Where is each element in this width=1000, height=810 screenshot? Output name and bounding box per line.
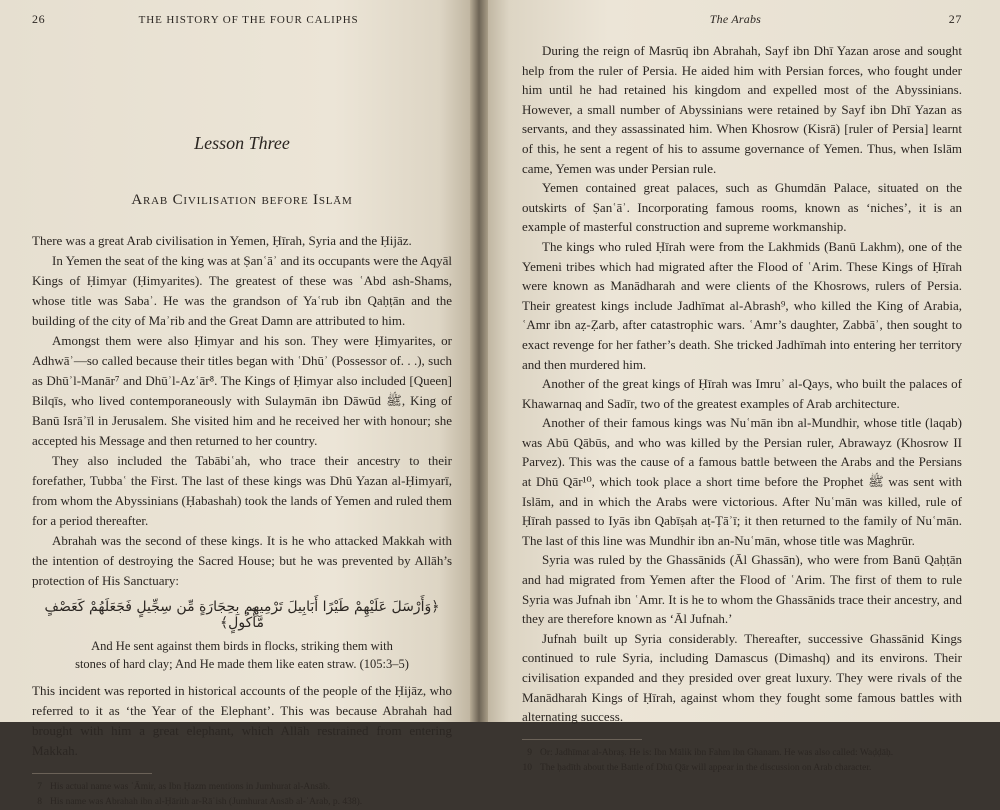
footnote-number: 8 — [37, 797, 42, 807]
footnote — [32, 780, 452, 795]
footnote-text: Or: Jadhīmat al-Abraṣ. He is: Ibn Mālik ibn Fahm ibn Ghanam. He was also called: Waḍḍāḥ. — [540, 747, 894, 758]
footnote-number: 10 — [522, 762, 532, 773]
footnote-text: His name was Abrahah ibn al-Ḥārith ar-Rāʾish (Jumhurat Ansāb al-ʿArab, p. 438). — [50, 797, 363, 807]
paragraph: In Yemen the seat of the king was at Ṣanʿāʾ and its occupants were the Aqyāl Kings of Ḥimyar (Ḥimyarites). The greatest of these was ʿAbd ash-Shams, whose title was Sabaʾ. He was the grandson of Yaʿrub ibn Qaḥṭān and the building of the city of Maʾrib and the Great Damn are attributed to him. — [32, 253, 453, 328]
right-body-text — [522, 41, 962, 727]
paragraph: Syria was ruled by the Ghassānids (Āl Ghassān), who were from Banū Qaḥṭān and had migrated from Yemen after the Flood of ʿArim. The first of them to rule Syria was Jufnah ibn ʿAmr. It is he to whom the Ghassānids trace their ancestry, and they are therefore known as ‘Āl Jufnah.’ — [522, 552, 962, 627]
paragraph: The kings who ruled Ḥīrah were from the Lakhmids (Banū Lakhm), one of the Yemeni tribes which had migrated after the Flood of ʿArim. These Kings of Ḥīrah were known as Manādharah and were clients of the Khosrows, rulers of Persia. Their greatest kings include Jadhīmat al-Abrash⁹, who killed the King of Arabia, ʿAmr ibn aẓ-Ẓarb, after catastrophic wars. ʿAmr’s daughter, Zabbāʾ, then sought to exact revenge for her father’s death. She tricked Jadhīmah into entering her territory and then murdered him. — [522, 238, 962, 372]
translation-line: And He sent against them birds in flocks, striking them with — [91, 639, 393, 653]
paragraph: Amongst them were also Ḥimyar and his son. They were Ḥimyarites, or Adhwāʾ—so called because their titles began with ʿDhūʾ (Possessor of. . .), such as Dhūʾl-Manār⁷ and Dhūʾl-Azʿār⁸. The Kings of Ḥimyar also included [Queen] Bilqīs, who lived contemporaneously with Sulaymān ibn Dāwūd ﷺ, King of Banū Isrāʾīl in Jerusalem. She visited him and he received her with honour; she accepted his Message and then returned to her country. — [32, 333, 452, 448]
footnote-text: The ḥadīth about the Battle of Dhū Qār will appear in the discussion on Arab character. — [540, 762, 872, 773]
footnote-number: 7 — [37, 782, 42, 792]
paragraph: This incident was reported in historical accounts of the people of the Ḥijāz, who referred to it as ‘the Year of the Elephant’. This was because Abrahah had brought with him a great elephant, which Allāh restrained from entering Makkah. — [32, 683, 452, 758]
footnote-divider — [522, 739, 642, 740]
verse-translation — [32, 637, 452, 673]
lesson-title: Lesson Three — [194, 133, 290, 153]
running-head-left — [32, 12, 452, 27]
paragraph: There was a great Arab civilisation in Yemen, Ḥīrah, Syria and the Ḥijāz. — [32, 233, 412, 248]
paragraph: Another of the great kings of Ḥīrah was Imruʾ al-Qays, who built the palaces of Khawarnaq and Sadīr, two of the greatest examples of Arab architecture. — [522, 376, 962, 411]
left-footnotes — [32, 773, 452, 810]
paragraph: They also included the Tabābiʿah, who trace their ancestry to their forefather, Tubbaʿ the First. The last of these kings was Dhū Yazan al-Ḥimyarī, from whom the Abyssinians (Ḥabashah) took the lands of Yemen and ruled them for a period thereafter. — [32, 453, 452, 528]
footnote-number: 9 — [527, 747, 532, 758]
running-head-title-left: THE HISTORY OF THE FOUR CALIPHS — [138, 14, 359, 26]
paragraph: During the reign of Masrūq ibn Abrahah, Sayf ibn Dhī Yazan arose and sought help from the ruler of Persia. He aided him with Persian forces, who fought under him until he had retained his kingdom and expelled most of the Abyssinians. However, a small number of Abyssinians were retained by Sayf ibn Dhī Yazan as servants, and they assassinated him. When Khosrow (Kisrā) [ruler of Persia] learnt of this, he sent a regent of his to assume governance of Yemen. Thus, when Islām came, Yemen was under Persian rule. — [522, 43, 962, 176]
left-page — [0, 0, 478, 807]
arabic-verse: ﴿وَأَرْسَلَ عَلَيْهِمْ طَيْرًا أَبَابِيلَ تَرْمِيهِم بِحِجَارَةٍ مِّن سِجِّيلٍ فَجَعَلَهُمْ كَعَصْفٍ مَّأْكُولٍ﴾ — [44, 599, 440, 631]
paragraph: Yemen contained great palaces, such as Ghumdān Palace, situated on the outskirts of Ṣanʿāʾ. Incorporating famous rooms, known as ‘niches’, it is an example of masterful construction and supreme workmanship. — [522, 180, 962, 235]
left-body-text — [32, 231, 452, 761]
translation-line: stones of hard clay; And He made them like eaten straw. (105:3–5) — [75, 657, 409, 671]
right-page — [478, 0, 1000, 773]
footnote — [522, 761, 962, 776]
section-title: Arab Civilisation before Islām — [131, 192, 353, 208]
right-footnotes — [522, 739, 962, 776]
footnote — [522, 746, 962, 761]
page-number-right: 27 — [948, 12, 962, 26]
running-head-title-right: The Arabs — [709, 12, 762, 26]
footnote-text: His actual name was ʿĀmir, as Ibn Ḥazm mentions in Jumhurat al-Ansāb. — [50, 782, 331, 792]
running-head-right — [522, 12, 962, 27]
paragraph: Another of their famous kings was Nuʿmān ibn al-Mundhir, whose title (laqab) was Abū Qābūs, and who was killed by the Persian ruler, Abrawayz (Khosrow II Parvez). This was the cause of a famous battle between the Arabs and the Persians at Dhū Qār¹⁰, which took place a short time before the Prophet ﷺ was sent with Islām, and in which the Arabs were victorious. After Nuʿmān was killed, rule of Ḥīrah passed to Iyās ibn Qabīṣah aṭ-Ṭāʾī; it then returned to the family of Nuʿmān. The last of this line was Mundhir ibn an-Nuʿmān, whose title was Maghrūr. — [522, 415, 962, 548]
footnote-divider — [32, 773, 152, 774]
book-gutter — [470, 0, 488, 722]
paragraph: Abrahah was the second of these kings. It is he who attacked Makkah with the intention of destroying the Sacred House; but he was prevented by Allāh’s protection of His Sanctuary: — [32, 533, 452, 588]
page-number-left: 26 — [32, 12, 46, 26]
footnote — [32, 795, 452, 810]
paragraph: Jufnah built up Syria considerably. Thereafter, successive Ghassānid Kings continued to rule Syria, including Damascus (Dimashq) and its environs. Their civilisation expanded and they presided over great luxury. They were rivals of the Manādharah Kings of Ḥīrah, against whom they fought some famous battles with alternating success. — [522, 630, 962, 725]
